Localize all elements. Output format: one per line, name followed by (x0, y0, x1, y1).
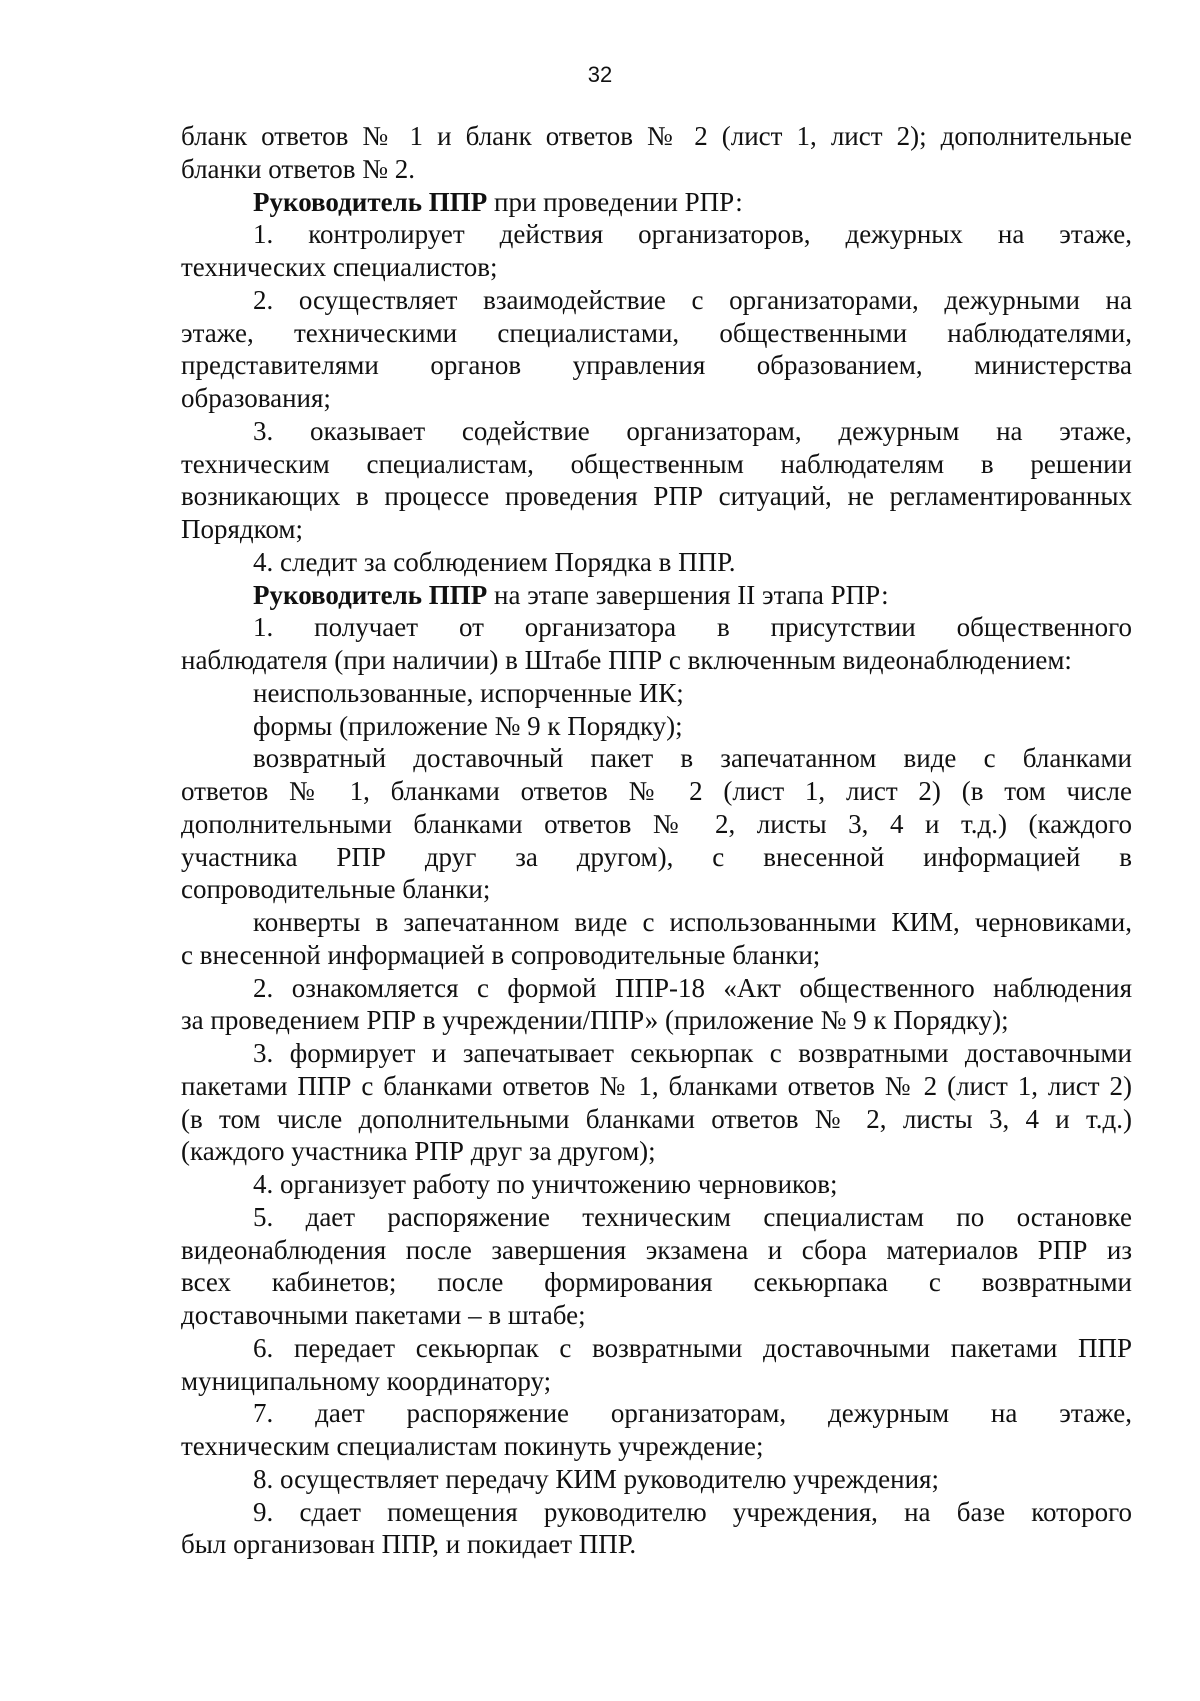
line-text: видеонаблюдения после завершения экзамена и сбора материалов РПР из (181, 1234, 1132, 1265)
text-line (181, 1234, 1132, 1267)
line-text: возвратный доставочный пакет в запечатанном виде с бланками (253, 743, 1132, 774)
text-line (181, 742, 1132, 775)
line-text: сопроводительные бланки; (181, 874, 491, 905)
text-line (181, 1332, 1132, 1365)
line-text: 3. формирует и запечатывает секьюрпак с возвратными доставочными (253, 1038, 1132, 1068)
line-text: 3. оказывает содействие организаторам, дежурным на этаже, (253, 415, 1132, 446)
bold-heading-term: Руководитель ППР (253, 579, 488, 610)
text-line (181, 1004, 1132, 1037)
text-line (181, 1168, 1132, 1201)
line-text: 2. осуществляет взаимодействие с организаторами, дежурными на (253, 284, 1132, 315)
text-line (181, 644, 1132, 677)
text-line (181, 972, 1132, 1005)
text-line (181, 611, 1132, 644)
line-text: конверты в запечатанном виде с использованными КИМ, черновиками, (253, 907, 1132, 937)
line-text: 4. следит за соблюдением Порядка в ППР. (253, 546, 736, 577)
line-text: возникающих в процессе проведения РПР ситуаций, не регламентированных (181, 481, 1132, 512)
line-text: 8. осуществляет передачу КИМ руководителю учреждения; (253, 1463, 939, 1494)
document-body (181, 120, 1132, 1561)
line-text: 6. передает секьюрпак с возвратными доставочными пакетами ППР (253, 1332, 1132, 1363)
line-text: 7. дает распоряжение организаторам, дежурным на этаже, (253, 1398, 1132, 1429)
line-text: (в том числе дополнительными бланками ответов № 2, листы 3, 4 и т.д.) (181, 1103, 1132, 1134)
line-text: 2. ознакомляется с формой ППР-18 «Акт общественного наблюдения (253, 972, 1132, 1003)
line-text: 1. получает от организатора в присутствии общественного (253, 612, 1132, 643)
line-text: 9. сдает помещения руководителю учреждения, на базе которого (253, 1496, 1132, 1527)
text-line (181, 677, 1132, 710)
line-text: бланк ответов № 1 и бланк ответов № 2 (лист 1, лист 2); дополнительные (181, 121, 1132, 151)
line-text: формы (приложение № 9 к Порядку); (253, 710, 683, 741)
line-text: 4. организует работу по уничтожению черновиков; (253, 1169, 838, 1199)
line-text: доставочными пакетами – в штабе; (181, 1300, 586, 1330)
line-text: пакетами ППР с бланками ответов № 1, бланками ответов № 2 (лист 1, лист 2) (181, 1070, 1132, 1101)
text-line (181, 120, 1132, 153)
line-text: ответов № 1, бланками ответов № 2 (лист 1, лист 2) (в том числе (181, 776, 1132, 806)
line-text: муниципальному координатору; (181, 1365, 552, 1396)
line-text: был организован ППР, и покидает ППР. (181, 1529, 637, 1560)
line-text: технических специалистов; (181, 252, 498, 282)
text-line (181, 1299, 1132, 1332)
line-text: образования; (181, 383, 331, 413)
text-line (181, 906, 1132, 939)
text-line (181, 251, 1132, 284)
line-text: участника РПР друг за другом), с внесенной информацией в (181, 841, 1132, 872)
line-text: на этапе завершения II этапа РПР: (487, 579, 889, 610)
line-text: неиспользованные, испорченные ИК; (253, 677, 684, 708)
text-line (181, 939, 1132, 972)
text-line (181, 873, 1132, 906)
text-line (181, 284, 1132, 317)
text-line (181, 1103, 1132, 1136)
line-text: наблюдателя (при наличии) в Штабе ППР с включенным видеонаблюдением: (181, 645, 1072, 675)
text-line (181, 1528, 1132, 1561)
page-number: 32 (587, 62, 613, 87)
text-line (181, 841, 1132, 874)
line-text: дополнительными бланками ответов № 2, листы 3, 4 и т.д.) (каждого (181, 808, 1132, 839)
line-text: всех кабинетов; после формирования секьюрпака с возвратными (181, 1267, 1132, 1298)
text-line (181, 1037, 1132, 1070)
line-text: 1. контролирует действия организаторов, дежурных на этаже, (253, 219, 1132, 250)
line-text: техническим специалистам, общественным наблюдателям в решении (181, 448, 1132, 479)
text-line (181, 480, 1132, 513)
text-line (181, 218, 1132, 251)
text-line (181, 415, 1132, 448)
text-line (181, 153, 1132, 186)
text-line (181, 1365, 1132, 1398)
line-text: 5. дает распоряжение техническим специалистам по остановке (253, 1201, 1132, 1232)
text-line (181, 1266, 1132, 1299)
line-text: с внесенной информацией в сопроводительные бланки; (181, 939, 821, 970)
text-line (181, 513, 1132, 546)
line-text: при проведении РПР: (487, 186, 743, 217)
line-text: Порядком; (181, 514, 303, 544)
text-line (181, 808, 1132, 841)
text-line (181, 382, 1132, 415)
line-text: техническим специалистам покинуть учреждение; (181, 1431, 764, 1461)
text-line (181, 579, 1132, 612)
text-line (181, 1496, 1132, 1529)
text-line (181, 317, 1132, 350)
text-line (181, 1397, 1132, 1430)
text-line (181, 546, 1132, 579)
line-text: (каждого участника РПР друг за другом); (181, 1136, 656, 1167)
text-line (181, 1201, 1132, 1234)
bold-heading-term: Руководитель ППР (253, 186, 488, 217)
text-line (181, 1070, 1132, 1103)
text-line (181, 448, 1132, 481)
text-line (181, 186, 1132, 219)
text-line (181, 1463, 1132, 1496)
text-line (181, 710, 1132, 743)
line-text: представителями органов управления образованием, министерства (181, 350, 1132, 381)
text-line (181, 775, 1132, 808)
line-text: бланки ответов № 2. (181, 153, 416, 184)
line-text: за проведением РПР в учреждении/ППР» (приложение № 9 к Порядку); (181, 1005, 1009, 1036)
text-line (181, 1430, 1132, 1463)
text-line (181, 1135, 1132, 1168)
line-text: этаже, техническими специалистами, общественными наблюдателями, (181, 317, 1132, 348)
text-line (181, 349, 1132, 382)
